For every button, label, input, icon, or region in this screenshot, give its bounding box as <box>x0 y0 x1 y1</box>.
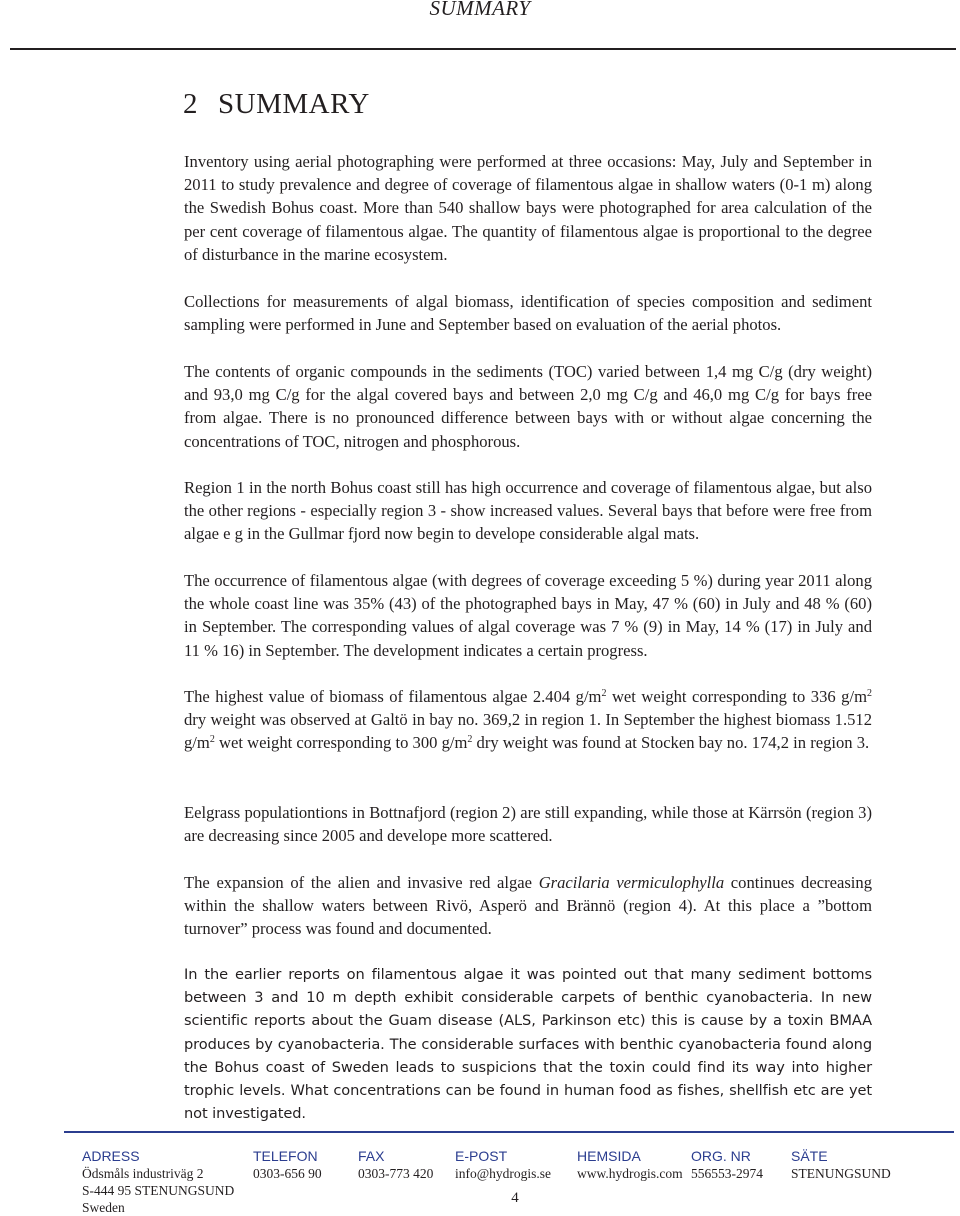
fax-label: FAX <box>358 1148 385 1164</box>
paragraph-biomass <box>184 685 872 755</box>
address-line-1: Ödsmåls industriväg 2 <box>82 1166 204 1181</box>
superscript-2: 2 <box>601 688 607 699</box>
paragraph-regions: Region 1 in the north Bohus coast still has high occurrence and coverage of filamentous algae, but also the other regions - especially region 3 - show increased values. Several bays that before were free from algae e g in the Gullmar fjord now begin to develope considerable algal mats. <box>184 478 872 544</box>
footer-website <box>577 1148 683 1182</box>
address-label: ADRESS <box>82 1148 140 1164</box>
invasive-text-1: The expansion of the alien and invasive red algae <box>184 873 539 892</box>
email-link[interactable]: info@hydrogis.se <box>455 1166 552 1181</box>
seat-value: STENUNGSUND <box>791 1166 891 1181</box>
running-header-title: SUMMARY <box>429 0 531 20</box>
biomass-text-1: The highest value of biomass of filamentous algae 2.404 g/m <box>184 687 602 706</box>
species-name: Gracilaria vermiculophylla <box>538 873 725 892</box>
footer-org-nr <box>691 1148 763 1182</box>
running-header <box>0 0 960 22</box>
paragraph-inventory: Inventory using aerial photographing were performed at three occasions: May, July and September in 2011 to study prevalence and degree of coverage of filamentous algae in shallow waters (0-1 m) along the Swedish Bohus coast. More than 540 shallow bays were photographed for area calculation of the per cent coverage of filamentous algae. The quantity of filamentous algae is proportional to the degree of disturbance in the marine ecosystem. <box>184 152 872 264</box>
invasive-text-2: continues decreasing within the shallow waters between Rivö, Asperö and Brännö (region 4). At this place a ”bottom turnover” process was found and documented. <box>184 873 872 939</box>
section-title <box>183 88 370 121</box>
footer-phone <box>253 1148 322 1182</box>
biomass-text-3: dry weight was observed at Galtö in bay no. 369,2 in region 1. In September the highest biomass 1.512 g/m <box>184 710 872 753</box>
phone-label: TELEFON <box>253 1148 318 1164</box>
address-line-3: Sweden <box>82 1200 125 1215</box>
section-number: 2 <box>183 88 198 120</box>
paragraph-occurrence: The occurrence of filamentous algae (with degrees of coverage exceeding 5 %) during year 2011 along the whole coast line was 35% (43) of the photographed bays in May, 47 % (60) in July and 48 % (60) in September. The corresponding values of algal coverage was 7 % (9) in May, 14 % (17) in July and 11 % 16) in September. The development indicates a certain progress. <box>184 571 872 660</box>
superscript-2: 2 <box>209 734 215 746</box>
superscript-2: 2 <box>467 734 473 746</box>
footer-seat <box>791 1148 891 1182</box>
footer-email <box>455 1148 551 1182</box>
page-number: 4 <box>511 1190 519 1206</box>
address-line-2: S-444 95 STENUNGSUND <box>82 1183 235 1198</box>
phone-value: 0303-656 90 <box>253 1166 322 1181</box>
paragraph-collections: Collections for measurements of algal biomass, identification of species composition and sediment sampling were performed in June and September based on evaluation of the aerial photos. <box>184 292 872 335</box>
paragraph-invasive-algae <box>184 871 872 941</box>
website-label: HEMSIDA <box>577 1148 641 1164</box>
biomass-text-5: dry weight was found at Stocken bay no. 174,2 in region 3. <box>472 733 870 753</box>
website-link[interactable]: www.hydrogis.com <box>577 1166 683 1181</box>
email-label: E-POST <box>455 1148 508 1164</box>
seat-label: SÄTE <box>791 1148 828 1164</box>
section-title-text: SUMMARY <box>218 88 370 120</box>
fax-value: 0303-773 420 <box>358 1166 434 1181</box>
paragraph-eelgrass: Eelgrass populationtions in Bottnafjord (region 2) are still expanding, while those at Kärrsön (region 3) are decreasing since 2005 and develope more scattered. <box>184 803 872 846</box>
biomass-text-2: wet weight corresponding to 336 g/m <box>606 687 867 706</box>
paragraph-cyanobacteria: In the earlier reports on filamentous algae it was pointed out that many sediment bottoms between 3 and 10 m depth exhibit considerable carpets of benthic cyanobacteria. In new scientific reports about the Guam disease (ALS, Parkinson etc) this is cause by a toxin BMAA produces by cyanobacteria. The considerable surfaces with benthic cyanobacteria found along the Bohus coast of Sweden leads to suspicions that the toxin could find its way into higher trophic levels. What concentrations can be found in human food as fishes, shellfish etc are yet not investigated. <box>184 966 872 1123</box>
biomass-text-4: wet weight corresponding to 300 g/m <box>214 733 468 753</box>
paragraph-toc: The contents of organic compounds in the sediments (TOC) varied between 1,4 mg C/g (dry weight) and 93,0 mg C/g for the algal covered bays and between 2,0 mg C/g and 46,0 mg C/g for bays free from algae. There is no pronounced difference between bays with or without algae concerning the concentrations of TOC, nitrogen and phosphorous. <box>184 362 872 451</box>
footer-rule <box>64 1131 954 1133</box>
footer-fax <box>358 1148 433 1182</box>
org-nr-value: 556553-2974 <box>691 1166 763 1181</box>
org-nr-label: ORG. NR <box>691 1148 751 1164</box>
superscript-2: 2 <box>866 688 872 699</box>
header-rule <box>10 48 956 50</box>
